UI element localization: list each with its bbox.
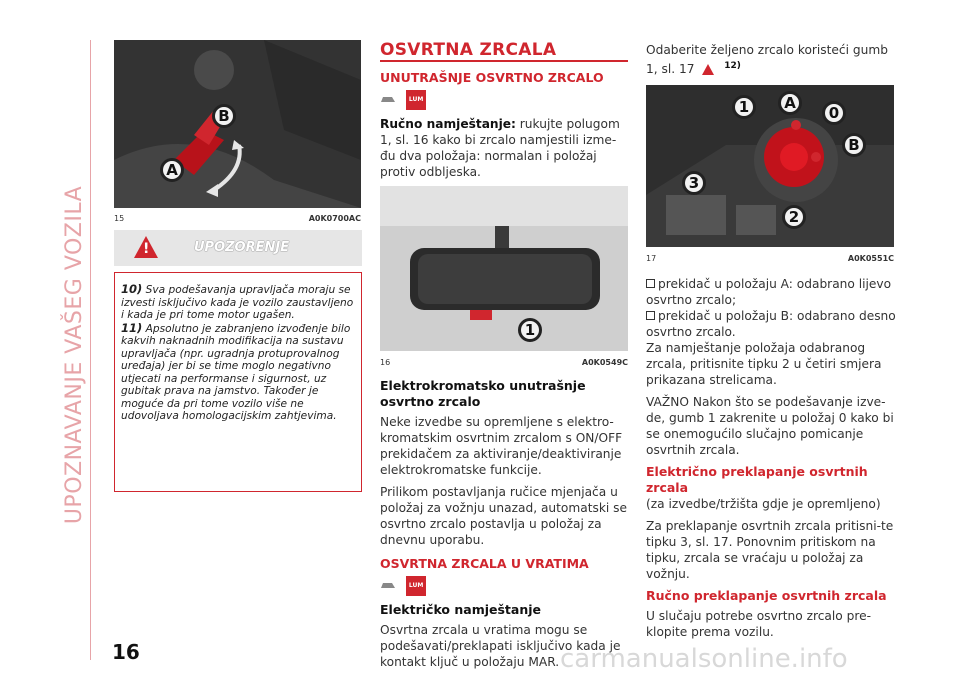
warning-header: [114, 230, 362, 266]
paragraph: Za namještanje položaja odabranog zrcala, pritisnite tipku 2 u četiri smjera prikazana strelicama.: [646, 341, 882, 387]
list-item: prekidač u položaju A: odabrano lijevo osvrtno zrcalo;: [646, 277, 892, 307]
subsection-heading: OSVRTNA ZRCALA U VRATIMA: [380, 556, 589, 571]
lum-badge-icon: LUM: [406, 576, 426, 596]
paragraph: VAŽNO Nakon što se podešavanje izve-de, gumb 1 zakrenite u položaj 0 kako bi se onemogućilo slučajno pomicanje osvrtnih zrcala.: [646, 395, 894, 457]
rearview-mirror-illustration: [380, 186, 628, 351]
right-column: [646, 42, 894, 77]
callout-1: 1: [518, 318, 542, 342]
figure-code: A0K0700AC: [308, 214, 361, 223]
callout-a: A: [778, 91, 802, 115]
subsection-heading: Električno preklapanje osvrtnih zrcala: [646, 464, 868, 495]
manual-label: Ručno namještanje:: [380, 117, 516, 131]
section-heading: OSVRTNA ZRCALA: [380, 40, 557, 60]
page-number: 16: [112, 640, 140, 664]
lum-badge-icon: LUM: [406, 90, 426, 110]
steering-lever-illustration: [114, 40, 361, 208]
callout-b: B: [842, 133, 866, 157]
paragraph: (za izvedbe/tržišta gdje je opremljeno): [646, 497, 881, 511]
subsection-heading: UNUTRAŠNJE OSVRTNO ZRCALO: [380, 70, 604, 85]
manual-text: rukujte polugom 1, sl. 16 kako bi zrcalo namjestili izme-đu dva položaja: normalan i položaj protiv odbljeska.: [380, 117, 620, 179]
figure-number: 17: [646, 254, 657, 263]
list-item: prekidač u položaju B: odabrano desno osvrtno zrcalo.: [646, 309, 896, 339]
warning-title: UPOZORENJE: [194, 240, 290, 255]
warning-body: [114, 272, 362, 492]
electric-adjust-heading: Električko namještanje: [380, 602, 541, 617]
figure-17-image: [646, 85, 894, 247]
section-rule: [380, 60, 628, 62]
paragraph: U slučaju potrebe osvrtno zrcalo pre-klopite prema vozilu.: [646, 609, 871, 639]
callout-1: 1: [732, 95, 756, 119]
figure-17-caption: [646, 254, 894, 263]
bullet-icon: [646, 279, 655, 288]
paragraph: Neke izvedbe su opremljene s elektro-kromatskim osvrtnim zrcalom s ON/OFF prekidačem za aktiviranje/deaktiviranje elektrokromatske funkcije.: [380, 415, 623, 477]
figure-code: A0K0551C: [847, 254, 894, 263]
electrochromatic-heading: Elektrokromatsko unutrašnje osvrtno zrcalo: [380, 378, 586, 409]
figure-15-image: [114, 40, 361, 208]
mirror-switch-illustration: [646, 85, 894, 247]
callout-b: B: [212, 104, 236, 128]
figure-16-caption: [380, 358, 628, 367]
middle-column-lower: [380, 378, 630, 676]
paragraph: Za preklapanje osvrtnih zrcala pritisni-te tipku 3, sl. 17. Ponovnim pritiskom na tipku, zrcala se vraćaju u položaj za vožnju.: [646, 519, 894, 581]
callout-a: A: [160, 158, 184, 182]
callout-3: 3: [682, 171, 706, 195]
right-column-lower: [646, 276, 896, 646]
warning-item: 10) Sva podešavanja upravljača moraju se izvesti isključivo kada je vozilo zaustavljeno i kada je pri tome motor ugašen.: [121, 282, 354, 321]
exclamation-icon: !: [143, 241, 150, 257]
car-icon: [380, 578, 396, 594]
side-section-title: UPOZNAVANJE VAŠEG VOZILA: [62, 185, 87, 525]
bullet-icon: [646, 311, 655, 320]
car-icon: [380, 92, 396, 108]
callout-0: 0: [822, 101, 846, 125]
figure-16-image: [380, 186, 628, 351]
figure-number: 15: [114, 214, 125, 223]
warning-triangle-icon: [702, 64, 714, 75]
callout-2: 2: [782, 205, 806, 229]
footnote-ref: 12): [724, 61, 741, 71]
paragraph: Prilikom postavljanja ručice mjenjača u položaj za vožnju unazad, automatski se osvrtno zrcalo postavlja u položaj za dnevnu uporabu.: [380, 485, 628, 547]
side-divider: [90, 40, 91, 660]
figure-code: A0K0549C: [581, 358, 628, 367]
figure-15-caption: [114, 214, 361, 223]
paragraph: Odaberite željeno zrcalo koristeći gumb 1, sl. 17: [646, 43, 888, 77]
middle-column: [380, 42, 628, 186]
paragraph: Osvrtna zrcala u vratima mogu se podešavati/preklapati isključivo kada je kontakt ključ u položaju MAR.: [380, 623, 621, 669]
subsection-heading: Ručno preklapanje osvrtnih zrcala: [646, 588, 887, 603]
watermark: carmanualsonline.info: [560, 644, 848, 674]
warning-item: 11) Apsolutno je zabranjeno izvođenje bilo kakvih naknadnih modifikacija na sustavu upravljača (npr. ugradnja protuprovalnog uređaja) jer bi se time moglo negativno utjecati na performanse i sigurnost, uz gubitak prava na jamstvo. Također je moguće da pri tome vozilo više ne udovoljava homologacijskim zahtjevima.: [121, 320, 351, 422]
figure-number: 16: [380, 358, 391, 367]
warning-box: [114, 230, 362, 490]
